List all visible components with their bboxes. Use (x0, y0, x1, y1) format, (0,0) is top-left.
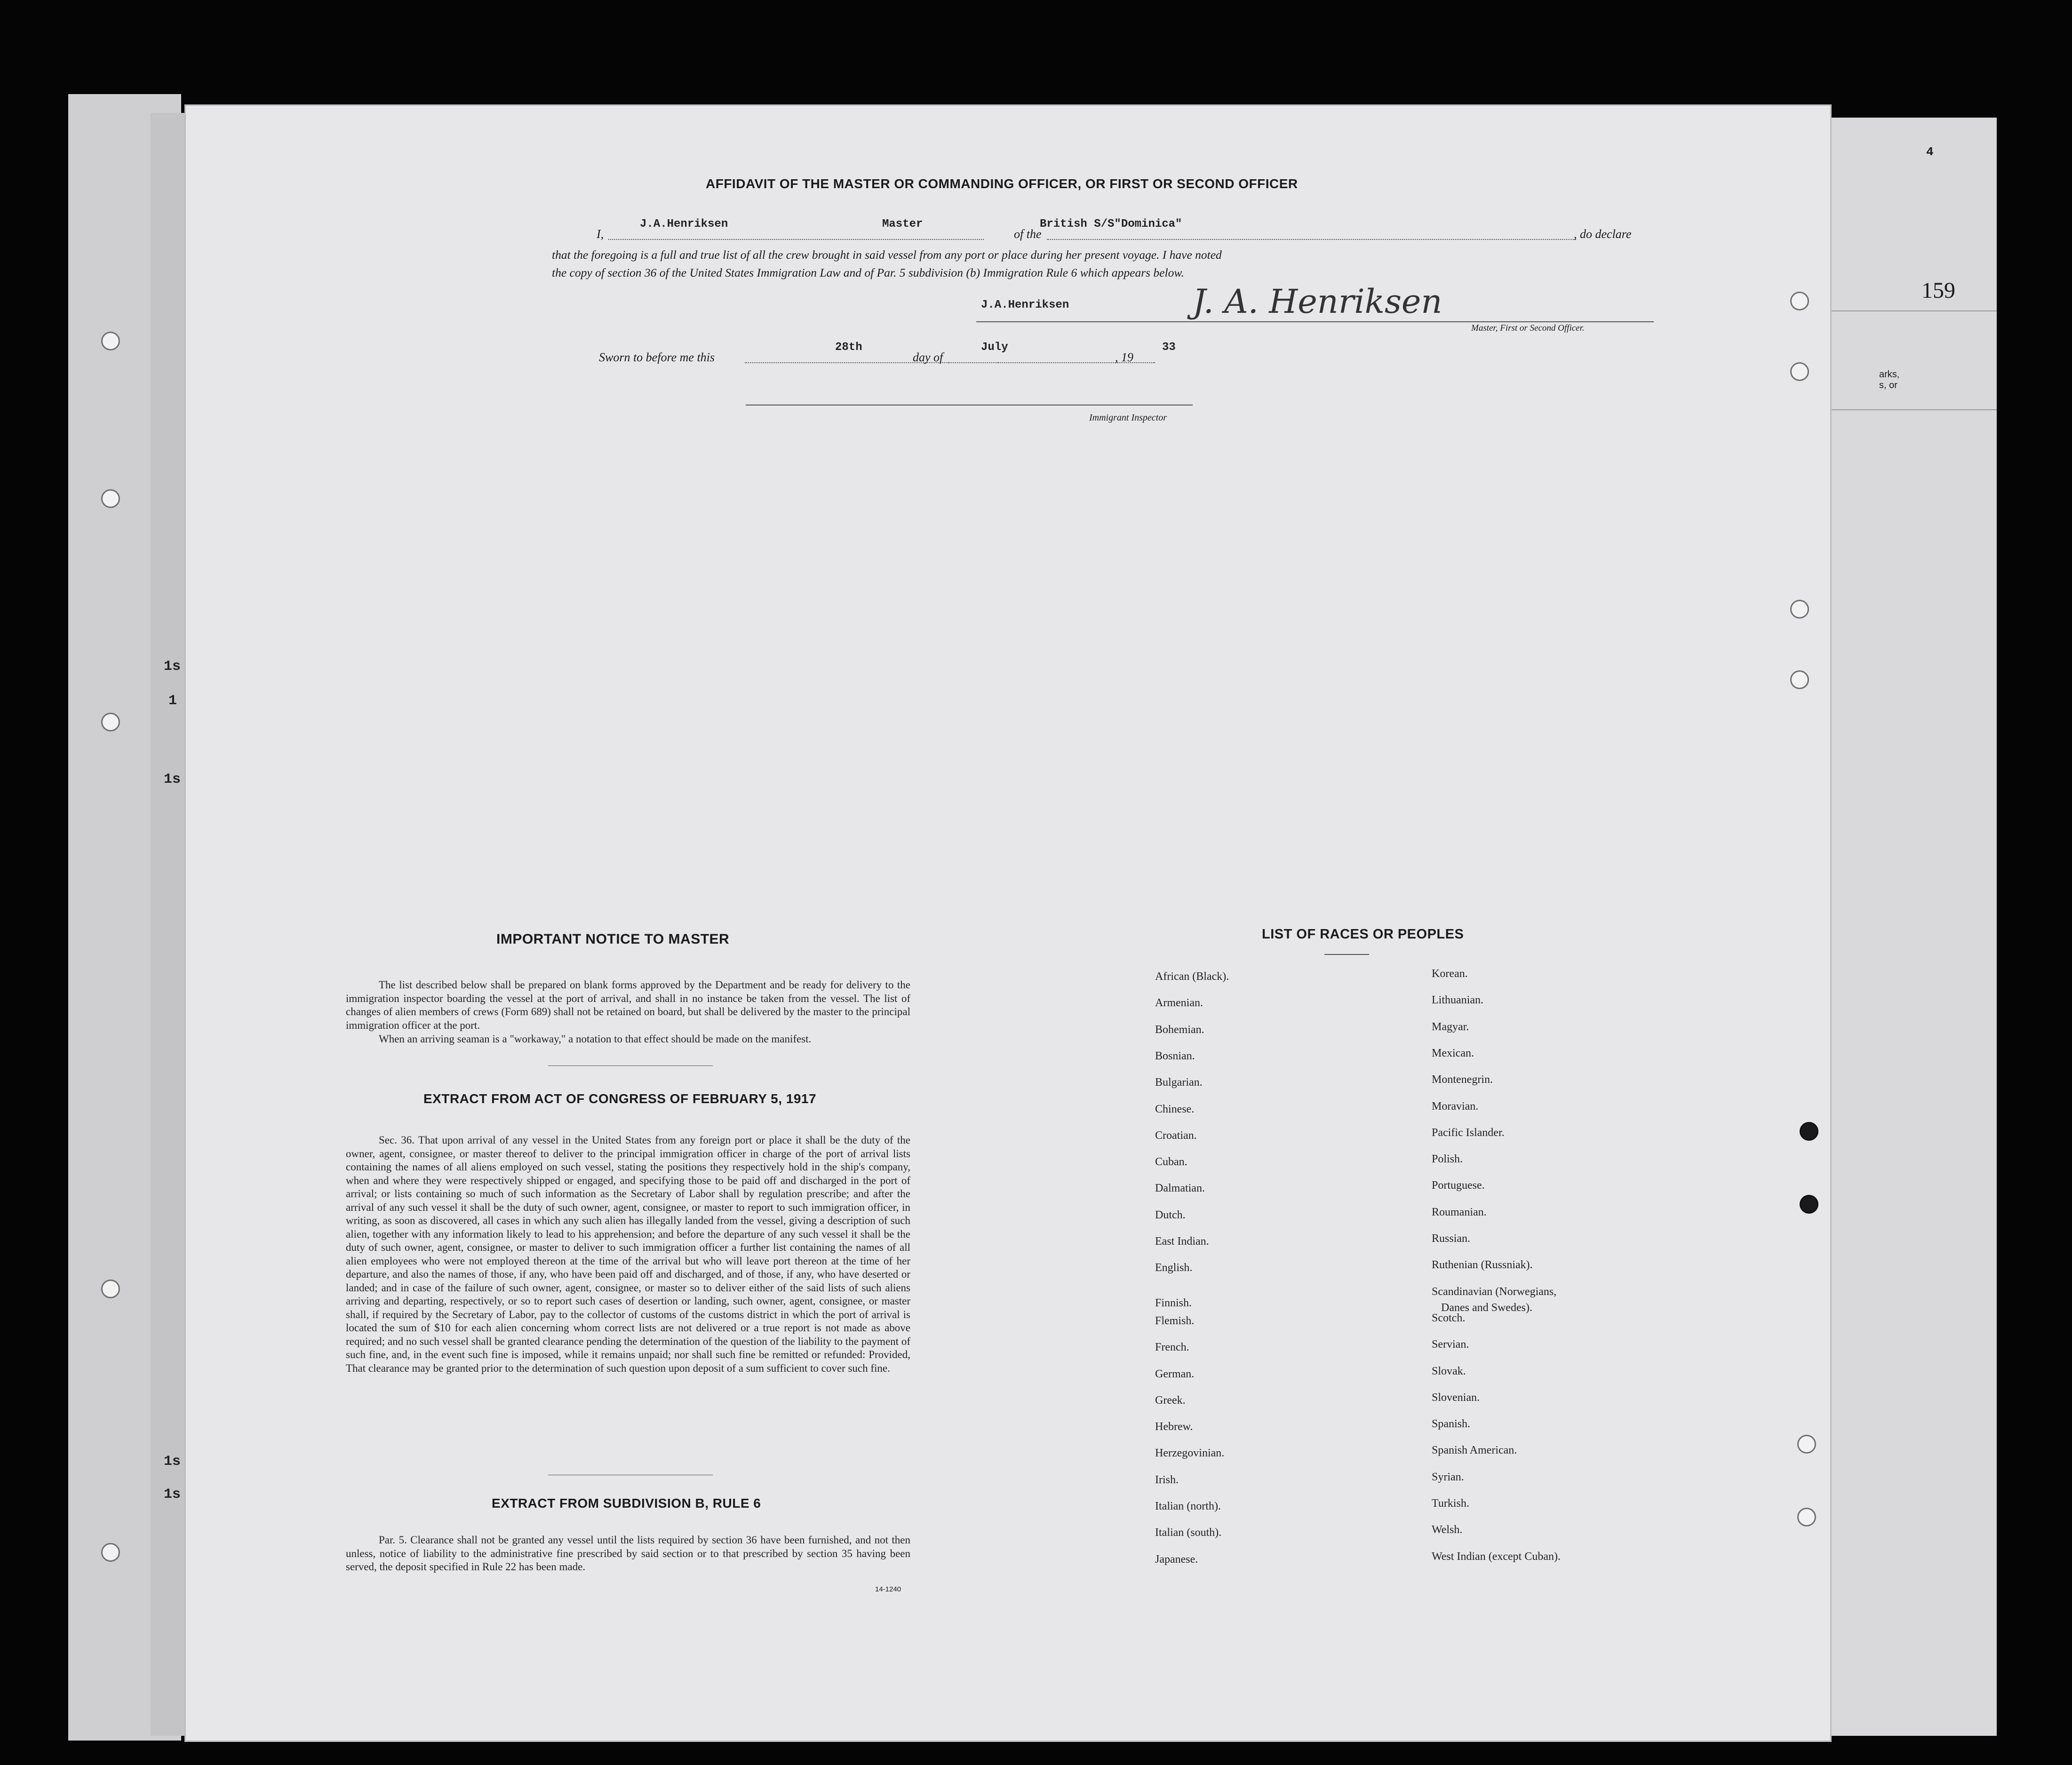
punch-hole (1797, 1435, 1816, 1454)
sworn-year: 33 (1162, 341, 1176, 354)
inspector-caption: Immigrant Inspector (1089, 413, 1167, 423)
vessel-name: British S/S"Dominica" (1040, 218, 1182, 231)
signature-line (976, 321, 1654, 322)
do-declare-label: , do declare (1574, 227, 1632, 241)
year-prefix: , 19 (1115, 350, 1133, 364)
underlying-page-right (1816, 118, 1997, 1736)
race-item: Finnish. (1155, 1296, 1192, 1309)
race-item: Magyar. (1432, 1020, 1469, 1033)
declaration-line-2: that the foregoing is a full and true list of all the crew brought in said vessel from any port or place during her present voyage. I have noted (552, 248, 1222, 262)
sworn-label: Sworn to before me this (599, 350, 715, 364)
race-item: Servian. (1432, 1338, 1469, 1351)
punch-hole (101, 1543, 120, 1562)
race-item: East Indian. (1155, 1235, 1209, 1248)
punch-hole (101, 332, 120, 350)
ruled-line (1818, 409, 1997, 410)
race-item: Turkish. (1432, 1497, 1469, 1510)
punch-hole (1800, 1195, 1818, 1214)
race-item: Slovak. (1432, 1365, 1466, 1377)
rule-extract-heading: EXTRACT FROM SUBDIVISION B, RULE 6 (492, 1496, 761, 1511)
master-rank: Master (882, 218, 923, 231)
affidavit-page (186, 106, 1830, 1741)
race-item: Italian (south). (1155, 1526, 1222, 1539)
edge-fragment: 1 (168, 693, 177, 709)
sworn-month: July (981, 341, 1008, 354)
typed-signature: J.A.Henriksen (981, 299, 1069, 311)
race-item: French. (1155, 1341, 1189, 1354)
edge-fragment: 1s (164, 659, 181, 675)
rule-extract-text: Par. 5. Clearance shall not be granted any vessel until the lists required by section 36 have been furnished, and not then unless, notice of liability to the administrative fine prescribed by said section or to that prescribed by section 35 having been served, the deposit specified in Rule 22 has been made. (346, 1534, 910, 1573)
race-item: Bohemian. (1155, 1023, 1204, 1036)
column-fragment: arks, (1879, 369, 1900, 380)
race-item: Cuban. (1155, 1156, 1187, 1169)
race-item: Bulgarian. (1155, 1076, 1203, 1089)
act-extract-text: Sec. 36. That upon arrival of any vessel in the United States from any foreign port or place it shall be the duty of the owner, agent, consignee, or master thereof to deliver to the principal immigration officer in charge of the port of arrival lists containing the names of all aliens employed on such vessel, stating the positions they respectively hold in the ship's company, when and where they were respectively shipped or engaged, and specifying those to be paid off and discharged in the port of arrival; or lists containing so much of such information as the Secretary of Labor shall by regulation prescribe; and after the arrival of any such vessel it shall be the duty of such owner, agent, consignee, or master to report to such immigration officer, in writing, as soon as discovered, all cases in which any such alien has illegally landed from the vessel, giving a description of such alien, together with any information likely to lead to his apprehension; and before the departure of any such vessel it shall be the duty of such owner, agent, consignee, or master to deliver to such immigration officer a further list containing the names of all alien employees who were not employed thereon at the time of the arrival but who will leave port thereon at the time of her departure, and also the names of those, if any, who have been paid off and discharged, and of those, if any, who have deserted or landed; and in case of the failure of such owner, agent, consignee, or master so to deliver either of the said lists of such aliens arriving and departing, respectively, or so to report such cases of desertion or landing, such owner, agent, consignee, or master shall, if required by the Secretary of Labor, pay to the collector of customs of the customs district in which the port of arrival is located the sum of $10 for each alien concerning whom correct lists are not delivered or a true report is not made as above required; and no such vessel shall be granted clearance pending the determination of the question of the liability to the payment of such fine, and, in the event such fine is imposed, while it remains unpaid; nor shall such fine be remitted or refunded: Provided, That clearance may be granted prior to the determination of such question upon deposit of a sum sufficient to cover such fine. (346, 1134, 910, 1374)
punch-hole (1800, 1122, 1818, 1141)
race-item: Flemish. (1155, 1314, 1195, 1327)
race-item: Herzegovinian. (1155, 1447, 1225, 1460)
edge-fragment: 1s (164, 771, 181, 787)
edge-fragment: 1s (164, 1487, 181, 1503)
ruled-line (1818, 310, 1997, 311)
race-item: Mexican. (1432, 1047, 1474, 1059)
punch-hole (101, 1280, 120, 1298)
race-item: African (Black). (1155, 970, 1229, 983)
race-item: Pacific Islander. (1432, 1126, 1505, 1139)
tab-fragment: 4 (1926, 145, 1934, 159)
race-item: Irish. (1155, 1473, 1179, 1486)
race-item: Syrian. (1432, 1471, 1464, 1483)
race-item: Moravian. (1432, 1100, 1479, 1113)
race-item: Danes and Swedes). (1441, 1301, 1532, 1314)
race-item: Roumanian. (1432, 1206, 1487, 1218)
race-item: Slovenian. (1432, 1391, 1480, 1404)
declaration-line-3: the copy of section 36 of the United States Immigration Law and of Par. 5 subdivision (b) Immigration Rule 6 which appears below. (552, 266, 1184, 279)
race-item: Russian. (1432, 1232, 1471, 1245)
declarant-prefix: I, (597, 227, 604, 241)
race-item: Hebrew. (1155, 1421, 1193, 1433)
signature-caption: Master, First or Second Officer. (1471, 323, 1585, 333)
race-item: Armenian. (1155, 997, 1203, 1010)
race-item: West Indian (except Cuban). (1432, 1550, 1561, 1563)
race-item: Scandinavian (Norwegians, (1432, 1285, 1557, 1298)
column-fragment: s, or (1879, 380, 1897, 390)
act-extract-heading: EXTRACT FROM ACT OF CONGRESS OF FEBRUARY 5, 1917 (423, 1091, 817, 1106)
race-item: Dalmatian. (1155, 1182, 1205, 1195)
notice-paragraph-1: The list described below shall be prepared on blank forms approved by the Department and be ready for delivery to the immigration inspector boarding the vessel at the port of arrival, and shall in no instance be taken from the vessel. The list of changes of alien members of crews (Form 689) shall not be retained on board, but shall be delivered by the master to the principal immigration officer at the port. (346, 979, 910, 1031)
divider (548, 1065, 713, 1066)
race-item: Bosnian. (1155, 1049, 1195, 1062)
punch-hole (1797, 1508, 1816, 1526)
race-item: Spanish. (1432, 1418, 1471, 1431)
master-name: J.A.Henriksen (640, 218, 728, 231)
race-item: Portuguese. (1432, 1179, 1485, 1192)
race-item: English. (1155, 1262, 1193, 1274)
punch-hole (1790, 670, 1809, 689)
race-item: German. (1155, 1367, 1195, 1380)
divider (1324, 954, 1369, 955)
dotted-line (1047, 239, 1576, 240)
edge-fragment: 1s (164, 1454, 181, 1470)
race-item: Greek. (1155, 1394, 1186, 1407)
punch-hole (1790, 292, 1809, 310)
sworn-day: 28th (835, 341, 862, 354)
race-item: Croatian. (1155, 1129, 1197, 1142)
race-item: Dutch. (1155, 1208, 1186, 1221)
punch-hole (1790, 362, 1809, 381)
punch-hole (101, 713, 120, 731)
notice-heading: IMPORTANT NOTICE TO MASTER (496, 931, 730, 947)
affidavit-heading: AFFIDAVIT OF THE MASTER OR COMMANDING OFFICER, OR FIRST OR SECOND OFFICER (706, 176, 1298, 191)
race-item: Montenegrin. (1432, 1073, 1493, 1086)
race-item: Welsh. (1432, 1524, 1463, 1536)
day-of-label: day of (913, 350, 943, 364)
race-item: Scotch. (1432, 1312, 1466, 1324)
race-item: Chinese. (1155, 1103, 1195, 1115)
race-item: Italian (north). (1155, 1500, 1221, 1512)
race-item: Japanese. (1155, 1553, 1198, 1566)
notice-paragraph-2: When an arriving seaman is a "workaway," a notation to that effect should be made on the manifest. (379, 1033, 812, 1045)
race-item: Korean. (1432, 968, 1468, 980)
page-number: 159 (1921, 278, 1955, 303)
race-item: Spanish American. (1432, 1444, 1517, 1457)
races-heading: LIST OF RACES OR PEOPLES (1262, 927, 1464, 942)
race-item: Polish. (1432, 1153, 1463, 1166)
form-number: 14-1240 (875, 1585, 901, 1593)
race-item: Lithuanian. (1432, 994, 1483, 1007)
punch-hole (1790, 600, 1809, 619)
dotted-line (608, 239, 984, 240)
punch-hole (101, 489, 120, 508)
handwritten-signature: J. A. Henriksen (1193, 282, 1442, 321)
race-item: Ruthenian (Russniak). (1432, 1259, 1533, 1272)
of-the-label: of the (1014, 227, 1042, 241)
